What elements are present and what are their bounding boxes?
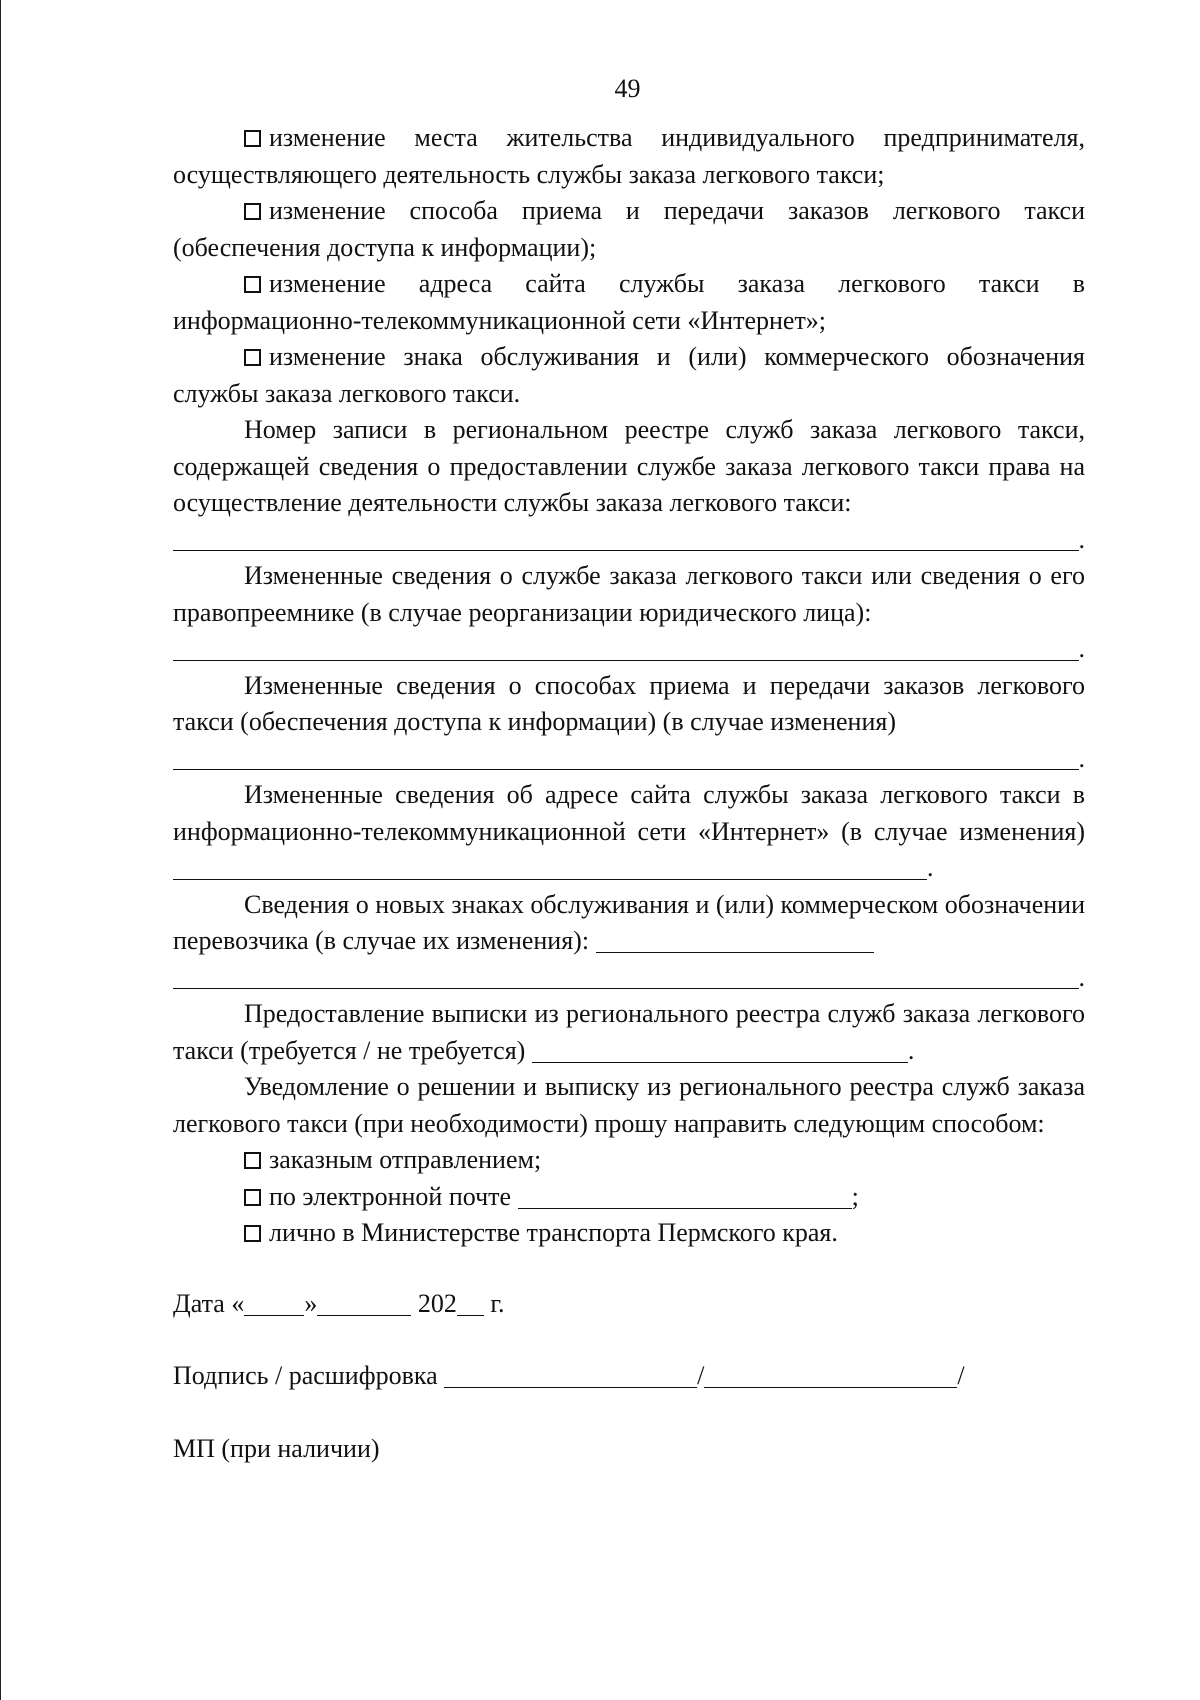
form-content xyxy=(173,120,1085,1467)
signature-row: Подпись / расшифровка / / xyxy=(173,1361,965,1390)
registry-record-field[interactable]: . xyxy=(173,522,1085,559)
registry-record-label: Номер записи в региональном реестре служб заказа легкового такси, содержащей сведения о предоставлении службе заказа легкового такси права на осуществление деятельности службы заказа легкового такси: xyxy=(173,415,1085,517)
notification-label: Уведомление о решении и выписку из регионального реестра служб заказа легкового такси (при необходимости) прошу направить следующим способом: xyxy=(173,1072,1085,1138)
date-year-field[interactable] xyxy=(457,1295,484,1316)
page-number: 49 xyxy=(614,74,641,103)
option-order-method-change: изменение способа приема и передачи заказов легкового такси (обеспечения доступа к информации); xyxy=(173,196,1085,262)
changed-service-info-field[interactable]: . xyxy=(173,631,1085,668)
signature-field[interactable] xyxy=(444,1367,697,1388)
changed-service-info-label: Измененные сведения о службе заказа легкового такси или сведения о его правопреемнике (в случае реорганизации юридического лица): xyxy=(173,561,1085,627)
date-day-field[interactable] xyxy=(244,1295,304,1316)
date-row: Дата « » 202 г. xyxy=(173,1288,505,1318)
option-sign-change: изменение знака обслуживания и (или) коммерческого обозначения службы заказа легкового такси. xyxy=(173,342,1085,408)
stamp-label: МП (при наличии) xyxy=(173,1433,380,1463)
delivery-option-registered-mail: заказным отправлением; xyxy=(173,1142,1085,1179)
changed-methods-info-label: Измененные сведения о способах приема и передачи заказов легкового такси (обеспечения доступа к информации) (в случае изменения) xyxy=(173,670,1085,736)
date-month-field[interactable] xyxy=(317,1295,411,1316)
checkbox-icon[interactable] xyxy=(244,349,261,366)
delivery-option-email: по электронной почте ; xyxy=(173,1179,1085,1216)
email-field[interactable] xyxy=(518,1188,852,1209)
checkbox-icon[interactable] xyxy=(244,1152,261,1169)
signature-decode-field[interactable] xyxy=(704,1367,957,1388)
checkbox-icon[interactable] xyxy=(244,1189,261,1206)
extract-request-label: Предоставление выписки из регионального реестра служб заказа легкового такси (требуется / не требуется) . xyxy=(173,999,1085,1065)
option-residence-change: изменение места жительства индивидуального предпринимателя, осуществляющего деятельность службы заказа легкового такси; xyxy=(173,123,1085,189)
extract-request-field[interactable] xyxy=(532,1042,908,1063)
checkbox-icon[interactable] xyxy=(244,130,261,147)
changed-site-info-label: Измененные сведения об адресе сайта службы заказа легкового такси в информационно-телекоммуникационной сети «Интернет» (в случае изменения) . xyxy=(173,780,1085,882)
checkbox-icon[interactable] xyxy=(244,203,261,220)
delivery-option-in-person: лично в Министерстве транспорта Пермского края. xyxy=(173,1215,1085,1252)
new-signs-field-continued[interactable]: . xyxy=(173,960,1085,997)
changed-methods-info-field[interactable]: . xyxy=(173,741,1085,778)
changed-site-info-field[interactable] xyxy=(173,859,927,880)
checkbox-icon[interactable] xyxy=(244,1225,261,1242)
checkbox-icon[interactable] xyxy=(244,276,261,293)
option-site-address-change: изменение адреса сайта службы заказа легкового такси в информационно-телекоммуникационной сети «Интернет»; xyxy=(173,269,1086,335)
new-signs-label: Сведения о новых знаках обслуживания и (или) коммерческом обозначении перевозчика (в случае их изменения): xyxy=(173,889,1085,955)
new-signs-field[interactable] xyxy=(596,932,874,953)
